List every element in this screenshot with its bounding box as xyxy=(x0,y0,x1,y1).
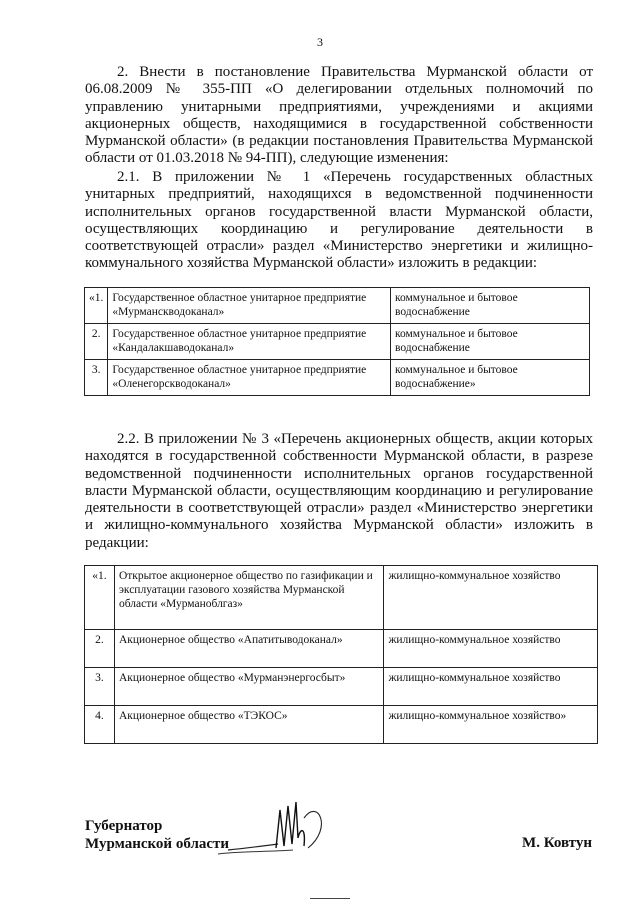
table-row xyxy=(85,706,598,744)
paragraph-2-intro: 2. Внести в постановление Правительства Мурманской области от 06.08.2009 № 355-ПП «О делегировании отдельных полномочий по управлению унитарными предприятиями, учреждениями и акциями акционерных обществ, находящимися в государственной собственности Мурманской области» (в редакции постановления Правительства Мурманской области от 01.03.2018 № 94-ПП), следующие изменения: xyxy=(85,64,593,167)
enterprise-name: Государственное областное унитарное предприятие «Мурманскводоканал» xyxy=(108,288,391,324)
row-number: 2. xyxy=(85,630,115,668)
enterprise-sector: коммунальное и бытовое водоснабжение xyxy=(390,324,589,360)
company-name: Акционерное общество «Мурманэнергосбыт» xyxy=(114,668,383,706)
row-number: 3. xyxy=(85,668,115,706)
row-number: «1. xyxy=(85,566,115,630)
signatory-title-line2: Мурманской области xyxy=(85,836,230,852)
row-number: 3. xyxy=(85,360,108,396)
paragraph-2-1: 2.1. В приложении № 1 «Перечень государственных областных унитарных предприятий, находящихся в ведомственной подчиненности исполнительных органов государственной власти Мурманской области, осуществляющих координацию и регулирование деятельности в соответствующей отрасли» раздел «Министерство энергетики и жилищно-коммунального хозяйства Мурманской области» изложить в редакции: xyxy=(85,169,593,272)
company-name: Открытое акционерное общество по газификации и эксплуатации газового хозяйства Мурманской области «Мурманоблгаз» xyxy=(114,566,383,630)
enterprise-sector: коммунальное и бытовое водоснабжение» xyxy=(390,360,589,396)
enterprise-sector: коммунальное и бытовое водоснабжение xyxy=(390,288,589,324)
signatory-title-line1: Губернатор xyxy=(85,818,163,834)
footer-divider xyxy=(310,898,350,899)
table-row xyxy=(85,360,590,396)
table-enterprises xyxy=(84,287,590,396)
enterprise-name: Государственное областное унитарное предприятие «Оленегорскводоканал» xyxy=(108,360,391,396)
company-sector: жилищно-коммунальное хозяйство» xyxy=(384,706,598,744)
company-name: Акционерное общество «ТЭКОС» xyxy=(114,706,383,744)
signatory-title xyxy=(85,817,229,853)
company-sector: жилищно-коммунальное хозяйство xyxy=(384,566,598,630)
paragraph-2-2: 2.2. В приложении № 3 «Перечень акционерных обществ, акции которых находятся в государственной собственности Мурманской области, в разрезе ведомственной подчиненности исполнительных органов государственной власти Мурманской области, осуществляющим координацию и регулирование деятельности в соответствующей отрасли» раздел «Министерство энергетики и жилищно-коммунального хозяйства Мурманской области» изложить в редакции: xyxy=(85,431,593,551)
signatory-name: М. Ковтун xyxy=(522,835,592,851)
company-sector: жилищно-коммунальное хозяйство xyxy=(384,668,598,706)
row-number: «1. xyxy=(85,288,108,324)
table-joint-stock-companies xyxy=(84,565,598,744)
company-name: Акционерное общество «Апатитыводоканал» xyxy=(114,630,383,668)
table-row xyxy=(85,566,598,630)
enterprise-name: Государственное областное унитарное предприятие «Кандалакшаводоканал» xyxy=(108,324,391,360)
table-row xyxy=(85,668,598,706)
table-row xyxy=(85,324,590,360)
row-number: 4. xyxy=(85,706,115,744)
table-row xyxy=(85,288,590,324)
row-number: 2. xyxy=(85,324,108,360)
company-sector: жилищно-коммунальное хозяйство xyxy=(384,630,598,668)
table-row xyxy=(85,630,598,668)
page-number: 3 xyxy=(317,35,323,49)
